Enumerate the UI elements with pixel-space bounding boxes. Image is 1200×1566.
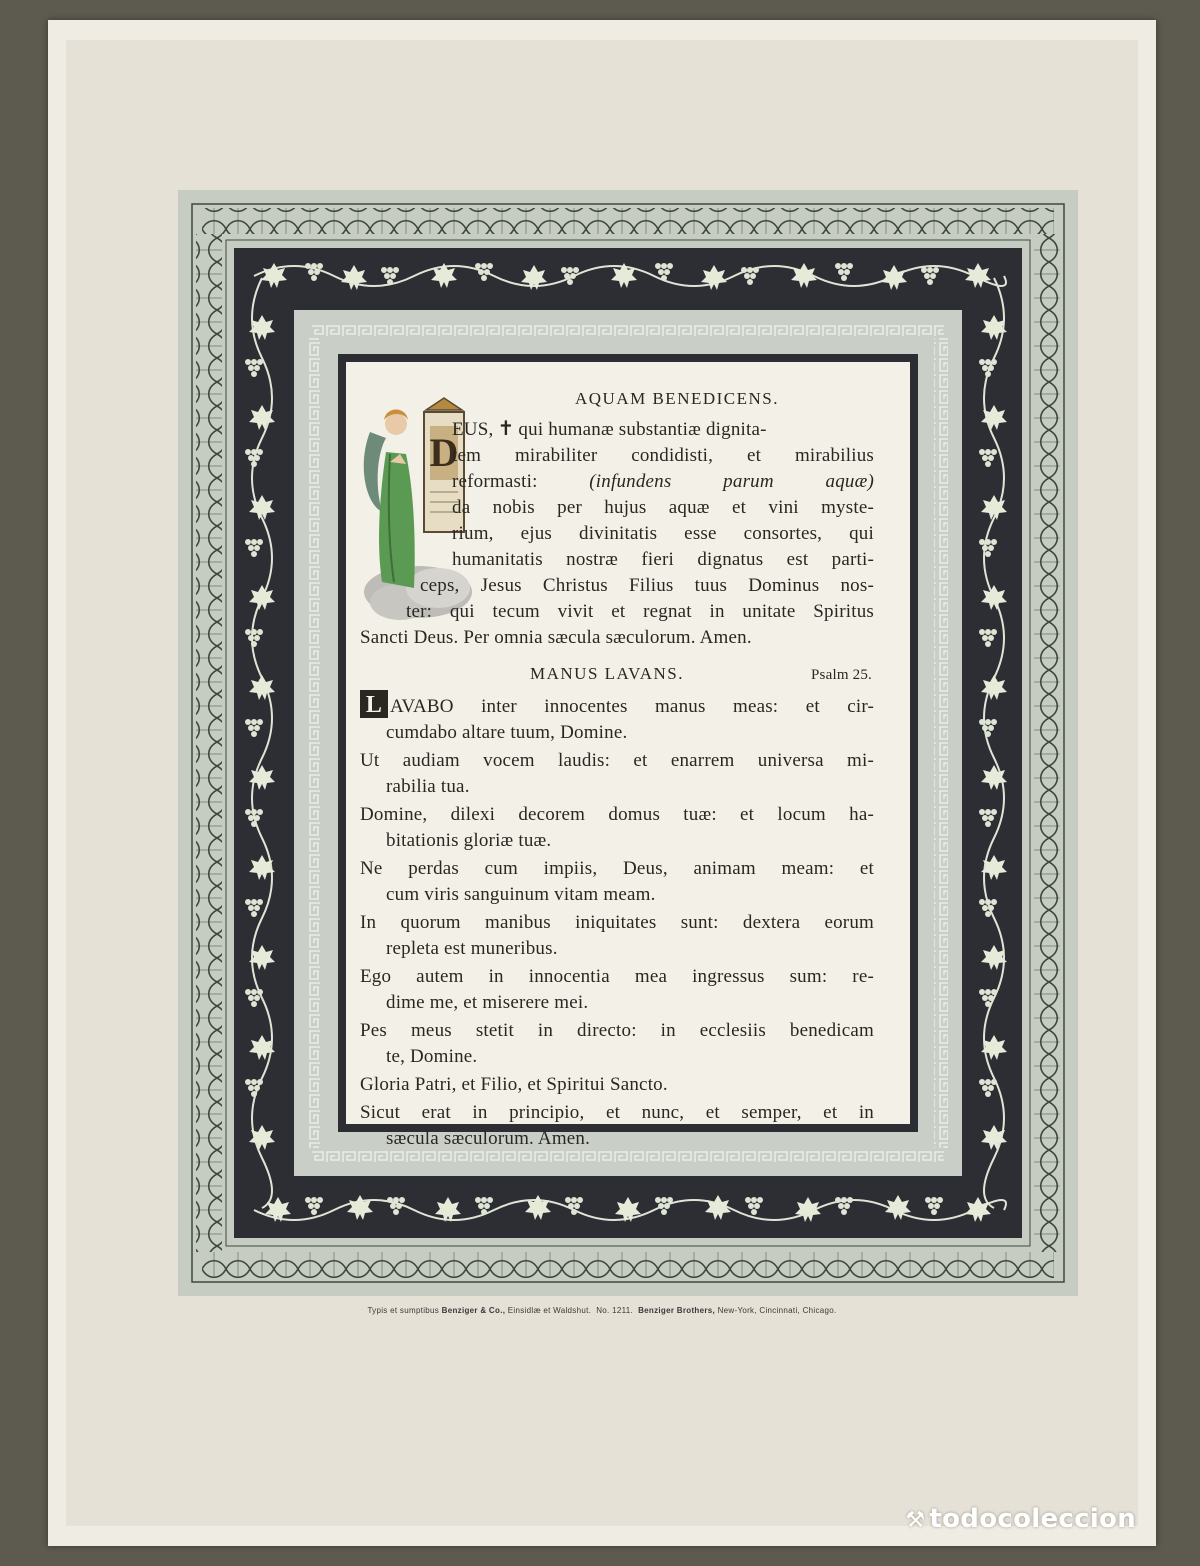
print-sheet	[66, 40, 1138, 1526]
verse-5-line-2: repleta est muneribus.	[386, 938, 558, 959]
prayer-line-7: ceps, Jesus Christus Filius tuus Dominus nos-	[420, 575, 874, 596]
hammer-icon: ⚒	[905, 1508, 926, 1533]
verse-2	[360, 748, 874, 800]
verse-6-line-1: Ego autem in innocentia mea ingressus sum: re-	[360, 966, 874, 987]
verse-5	[360, 910, 874, 962]
knotwork-border	[178, 190, 1078, 1296]
prayer-one-cont-2	[360, 599, 874, 651]
text-frame	[338, 354, 918, 1149]
verse-1	[360, 690, 874, 746]
verse-2-line-2: rabilia tua.	[386, 776, 470, 797]
svg-text:L: L	[365, 692, 383, 718]
prayer-one-cont	[420, 573, 874, 599]
prayer-line-4: da nobis per hujus aquæ et vini myste-	[452, 497, 874, 518]
prayer-line-8: ter: qui tecum vivit et regnat in unitate Spiritus	[406, 601, 874, 622]
prayer-line-6: humanitatis nostræ fieri dignatus est parti-	[452, 549, 874, 570]
verse-7	[360, 1018, 874, 1070]
prayer-line-9: Sancti Deus. Per omnia sæcula sæculorum. Amen.	[360, 627, 752, 648]
greek-key-mat	[294, 310, 962, 1176]
text-panel	[346, 362, 910, 1149]
verse-9-line-1: Sicut erat in principio, et nunc, et semper, et in	[360, 1102, 874, 1123]
verse-1-line-1: L AVABO inter innocentes manus meas: et cir-	[360, 690, 874, 720]
verse-8-line-1: Gloria Patri, et Filio, et Spiritui Sancto.	[360, 1074, 668, 1095]
watermark-text: todocoleccion	[929, 1504, 1136, 1534]
verse-4	[360, 856, 874, 908]
verse-4-line-1: Ne perdas cum impiis, Deus, animam meam: et	[360, 858, 874, 879]
verse-3-line-2: bitationis gloriæ tuæ.	[386, 830, 552, 851]
prayer-line-3: reformasti: (infundens parum aquæ)	[452, 471, 874, 492]
rubric-text: (infundens parum aquæ)	[589, 471, 874, 492]
psalm-reference: Psalm 25.	[811, 667, 872, 683]
prayer-line-2: tem mirabiliter condidisti, et mirabilius	[452, 445, 874, 466]
section-title: MANUS LAVANS.	[530, 664, 684, 683]
verse-1-line-2: cumdabo altare tuum, Domine.	[386, 722, 628, 743]
section-heading	[360, 661, 874, 688]
verse-7-line-2: te, Domine.	[386, 1046, 478, 1067]
prayer-content	[360, 380, 874, 1149]
verse-9	[360, 1100, 874, 1152]
print-card	[48, 20, 1156, 1546]
verse-8	[360, 1072, 874, 1098]
initial-l-icon	[360, 690, 388, 718]
verse-4-line-2: cum viris sanguinum vitam meam.	[386, 884, 656, 905]
verse-3	[360, 802, 874, 854]
vine-border	[234, 248, 1022, 1238]
prayer-line-1: EUS, ✝ qui humanæ substantiæ dignita-	[452, 418, 767, 440]
publisher-imprint: Typis et sumptibus Benziger & Co., Einsidlæ et Waldshut. No. 1211. Benziger Brothers, New-York, Cincinnati, Chicago.	[367, 1306, 837, 1315]
verse-7-line-1: Pes meus stetit in directo: in ecclesiis benedicam	[360, 1020, 874, 1041]
verse-6	[360, 964, 874, 1016]
verse-9-line-2: sæcula sæculorum. Amen.	[386, 1128, 591, 1149]
verse-3-line-1: Domine, dilexi decorem domus tuæ: et locum ha-	[360, 804, 874, 825]
prayer-one	[452, 416, 874, 573]
cross-icon: ✝	[497, 418, 515, 440]
watermark	[905, 1504, 1136, 1534]
verse-2-line-1: Ut audiam vocem laudis: et enarrem universa mi-	[360, 750, 874, 771]
verse-5-line-1: In quorum manibus iniquitates sunt: dextera eorum	[360, 912, 874, 933]
prayer-line-5: rium, ejus divinitatis esse consortes, qui	[452, 523, 874, 544]
initial-d-text: D	[429, 430, 459, 475]
verse-6-line-2: dime me, et miserere mei.	[386, 992, 589, 1013]
prayer-title: AQUAM BENEDICENS.	[575, 389, 779, 408]
